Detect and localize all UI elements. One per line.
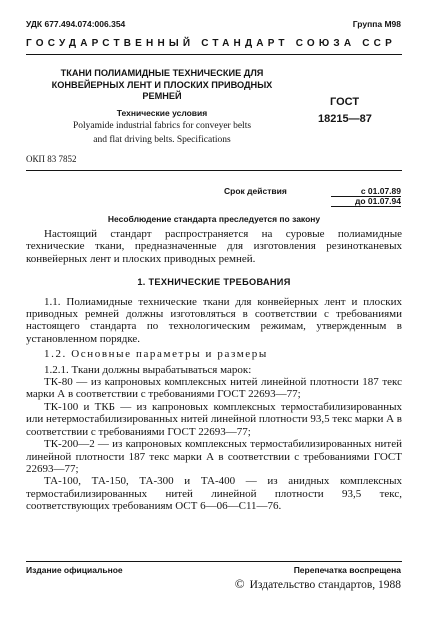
udk-code: УДК 677.494.074:006.354 xyxy=(26,19,126,29)
validity-to: до 01.07.94 xyxy=(331,196,401,207)
paragraph-1-1: 1.1. Полиамидные технические ткани для конвейерных лент и плоских приводных ремней должны изготовляться в соответствии с требованиями настоящего стандарта по технологическим режимам, утвержденным в установленном порядке. xyxy=(26,295,402,345)
gost-number: 18215—87 xyxy=(318,113,372,125)
validity-from: с 01.07.89 xyxy=(331,186,401,197)
paragraph-1-2: 1.2. Основные параметры и размеры xyxy=(44,348,268,361)
middle-rule xyxy=(26,170,402,171)
top-rule xyxy=(26,54,402,55)
paragraph-1-2-1: 1.2.1. Ткани должны вырабатываться марок: xyxy=(44,363,252,376)
copyright-line xyxy=(235,576,401,592)
nonobservance-notice: Несоблюдение стандарта преследуется по закону xyxy=(107,214,321,224)
paragraph-ta: ТА-100, ТА-150, ТА-300 и ТА-400 — из анидных комплексных термостабилизированных нитей линейной плотности 93,5 текс, соответствующих требованиям ОСТ 6—06—С11—76. xyxy=(26,475,402,513)
paragraph-tk80: ТК-80 — из капроновых комплексных нитей линейной плотности 187 текс марки А в соответствии с требованиями ГОСТ 22693—77; xyxy=(26,376,402,401)
body-text xyxy=(26,228,402,513)
paragraph-tk200: ТК-200—2 — из капроновых комплексных термостабилизированных нитей линейной плотности 187 текс марки А в соответствии с требованиями ГОСТ 22693—77; xyxy=(26,438,402,475)
title-line-2: КОНВЕЙЕРНЫХ ЛЕНТ И ПЛОСКИХ ПРИВОДНЫХ xyxy=(51,79,273,90)
copyright-icon: © xyxy=(234,576,245,591)
copyright-text: Издательство стандартов, 1988 xyxy=(249,579,401,591)
validity-label: Срок действия xyxy=(224,186,287,196)
okp-code: ОКП 83 7852 xyxy=(26,154,77,164)
official-edition: Издание официальное xyxy=(26,565,123,575)
english-title-1: Polyamide industrial fabrics for conveyer belts xyxy=(72,120,252,131)
english-title-2: and flat driving belts. Specifications xyxy=(93,135,231,145)
subtitle: Технические условия xyxy=(116,107,208,118)
title-line-3: РЕМНЕЙ xyxy=(142,91,182,101)
section-title: 1. ТЕХНИЧЕСКИЕ ТРЕБОВАНИЯ xyxy=(137,277,291,288)
group-code: Группа М98 xyxy=(352,19,401,29)
intro-paragraph: Настоящий стандарт распространяется на суровые полиамидные технические ткани, предназначенные для изготовления резинотканевых конвейерных лент и плоских приводных ремней. xyxy=(26,228,402,265)
reprint-notice: Перепечатка воспрещена xyxy=(293,565,401,575)
title-line-1: ТКАНИ ПОЛИАМИДНЫЕ ТЕХНИЧЕСКИЕ ДЛЯ xyxy=(60,68,264,78)
paragraph-tk100: ТК-100 и ТКБ — из капроновых комплексных термостабилизированных или нетермостабилизированных нитей линейной плотности 93,5 текс марки А в соответствии с требованиями ГОСТ 22693—77; xyxy=(26,400,402,438)
gost-label: ГОСТ xyxy=(330,96,360,108)
standard-banner: ГОСУДАРСТВЕННЫЙ СТАНДАРТ СОЮЗА ССР xyxy=(26,38,396,49)
title-block xyxy=(26,68,298,147)
bottom-rule xyxy=(26,561,402,562)
